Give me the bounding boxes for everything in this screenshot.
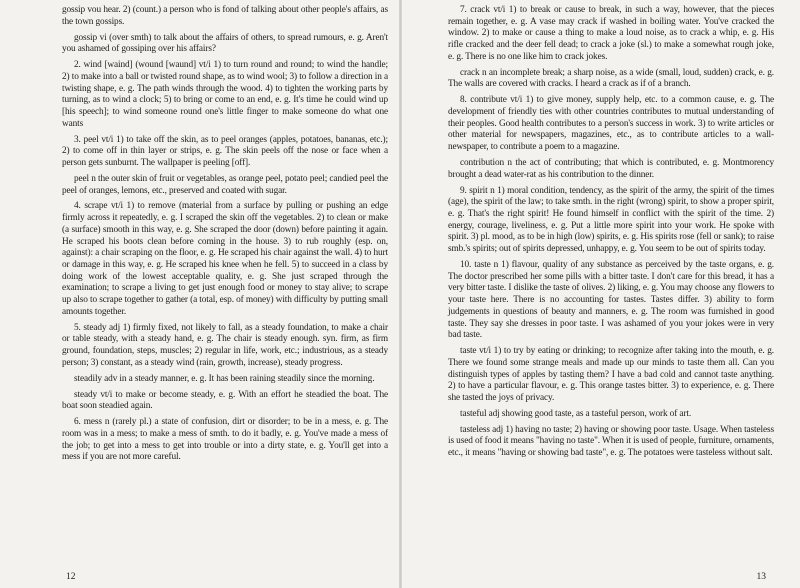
paragraph: 4. scrape vt/i 1) to remove (material from a surface by pulling or pushing an edge firmly across it repeatedly, e. g. I scraped the skin off the vegetables. 2) to clean or make (a surface) smooth in this way, e. g. She scraped the door (down) before painting it again. He scraped his boots clean before coming in the house. 3) to rub roughly (esp. on, against): a chair scraping on the floor, e. g. He scraped his chair against the wall. 4) to hurt or damage in this way, e. g. He scraped his knee when he fell. 5) to succeed in a class by doing work of the lowest acceptable quality, e. g. She just scraped through the examination; to scrape a living to get just enough food or money to stay alive; to scrape up also to scrape together to gather (a total, esp. of money) with difficulty by putting small amounts together. [62,201,388,317]
paragraph: steady vt/i to make or become steady, e. g. With an effort he steadied the boat. The boat soon steadied again. [62,389,388,412]
paragraph: 9. spirit n 1) moral condition, tendency, as the spirit of the army, the spirit of the times (age), the spirit of the law; to take smth. in the right (wrong) spirit, to show a proper spirit, e. g. That's the right spirit! He found himself in conflict with the spirit of the time. 2) energy, courage, liveliness, e. g. Put a little more spirit into your work. He spoke with spirit. 3) pl. mood, as to be in high (low) spirits, e. g. His spirits rose (fell or sank); to raise smb.'s spirits; out of spirits depressed, unhappy, e. g. You seem to be out of spirits today. [448,185,774,255]
paragraph: taste vt/i 1) to try by eating or drinking; to recognize after taking into the mouth, e. g. There we found some strange meals and made up our minds to taste them all. Can you distinguish types of apples by tasting them? I have a bad cold and cannot taste anything. 2) to have a particular flavour, e. g. This orange tastes bitter. 3) to experience, e. g. There she tasted the joys of privacy. [448,346,774,403]
right-page-text [448,5,774,464]
book-gutter [399,0,402,588]
paragraph: steadily adv in a steady manner, e. g. It has been raining steadily since the morning. [74,373,375,384]
paragraph: crack n an incomplete break; a sharp noise, as a wide (small, loud, sudden) crack, e. g. The walls are covered with cracks. I heard a crack as if of a branch. [448,67,774,90]
page-number-left: 12 [66,572,76,582]
page-number-right: 13 [756,572,766,582]
paragraph: gossip vou hear. 2) (count.) a person who is fond of talking about other people's affairs, as the town gossips. [62,5,388,27]
paragraph: 6. mess n (rarely pl.) a state of confusion, dirt or disorder; to be in a mess, e. g. The room was in a mess; to make a mess of smth. to do it badly, e. g. You've made a mess of the job; to get into a mess to get into trouble or into a dirty state, e. g. You'll get into a mess if you are not more careful. [62,417,388,463]
paragraph: 7. crack vt/i 1) to break or cause to break, in such a way, however, that the pieces remain together, e. g. A vase may crack if washed in boiling water. You've cracked the window. 2) to make or cause a thing to make a loud noise, as to crack a whip, e. g. His rifle cracked and the deer fell dead; to crack a joke (sl.) to make a somewhat rough joke, e. g. There is no one like him to crack jokes. [448,5,774,62]
paragraph: 2. wind [waind] (wound [waund] vt/i 1) to turn round and round; to wind the handle; 2) to make into a ball or twisted round shape, as to wind wool; 3) to follow a direction in a twisting shape, e. g. The path winds through the wood. 4) to tighten the working parts by turning, as to wind a clock; 5) to bring or come to an end, e. g. It's time he could wind up [his speech]; to wind someone round one's little finger to make someone do what one wants [62,60,388,129]
paragraph: 3. peel vt/i 1) to take off the skin, as to peel oranges (apples, potatoes, bananas, etc.); 2) to come off in thin layer or strips, e. g. The skin peels off the nose or face when a person gets sunburnt. The wallpaper is peeling [off]. [62,134,388,168]
paragraph: tasteful adj showing good taste, as a tasteful person, work of art. [460,408,692,419]
paragraph: 5. steady adj 1) firmly fixed, not likely to fall, as a steady foundation, to make a chair or table steady, with a steady hand, e. g. The chair is steady enough. syn. firm, as firm ground, foundation, steps, muscles; 2) regular in life, work, etc.; industrious, as a steady person; 3) constant, as a steady wind (rain, growth, increase), steady progress. [62,322,388,368]
paragraph: peel n the outer skin of fruit or vegetables, as orange peel, potato peel; candied peel the peel of oranges, lemons, etc., preserved and coated with sugar. [62,173,388,196]
paragraph: gossip vi (over smth) to talk about the affairs of others, to spread rumours, e. g. Aren't you ashamed of gossiping over his affairs? [62,32,388,55]
paragraph: 10. taste n 1) flavour, quality of any substance as perceived by the taste organs, e. g. The doctor prescribed her some pills with a bitter taste. I don't care for this bread, it has a very bitter taste. I dislike the taste of olives. 2) liking, e. g. You may choose any flowers to your taste here. There is no accounting for tastes. Tastes differ. 3) ability to form judgements in questions of beauty and manners, e. g. The room was furnished in good taste. They say she dresses in poor taste. I was ashamed of you your jokes were in very bad taste. [448,260,774,341]
paragraph: tasteless adj 1) having no taste; 2) having or showing poor taste. Usage. When tasteless is used of food it means "having no taste". When it is used of people, furniture, ornaments, etc., it means "having or showing bad taste", e. g. The potatoes were tasteless without salt. [448,424,774,459]
left-page-text [62,5,388,468]
paragraph: 8. contribute vt/i 1) to give money, supply help, etc. to a common cause, e. g. The development of friendly ties with other countries contributes to mutual understanding of their peoples. Good health contributes to a person's success in work. 3) to write articles or other material for newspapers, magazines, etc., as to contribute articles to a wall-newspaper, to contribute a poem to a magazine. [448,95,774,153]
paragraph: contribution n the act of contributing; that which is contributed, e. g. Montmorency brought a dead water-rat as his contribution to the dinner. [448,158,774,180]
